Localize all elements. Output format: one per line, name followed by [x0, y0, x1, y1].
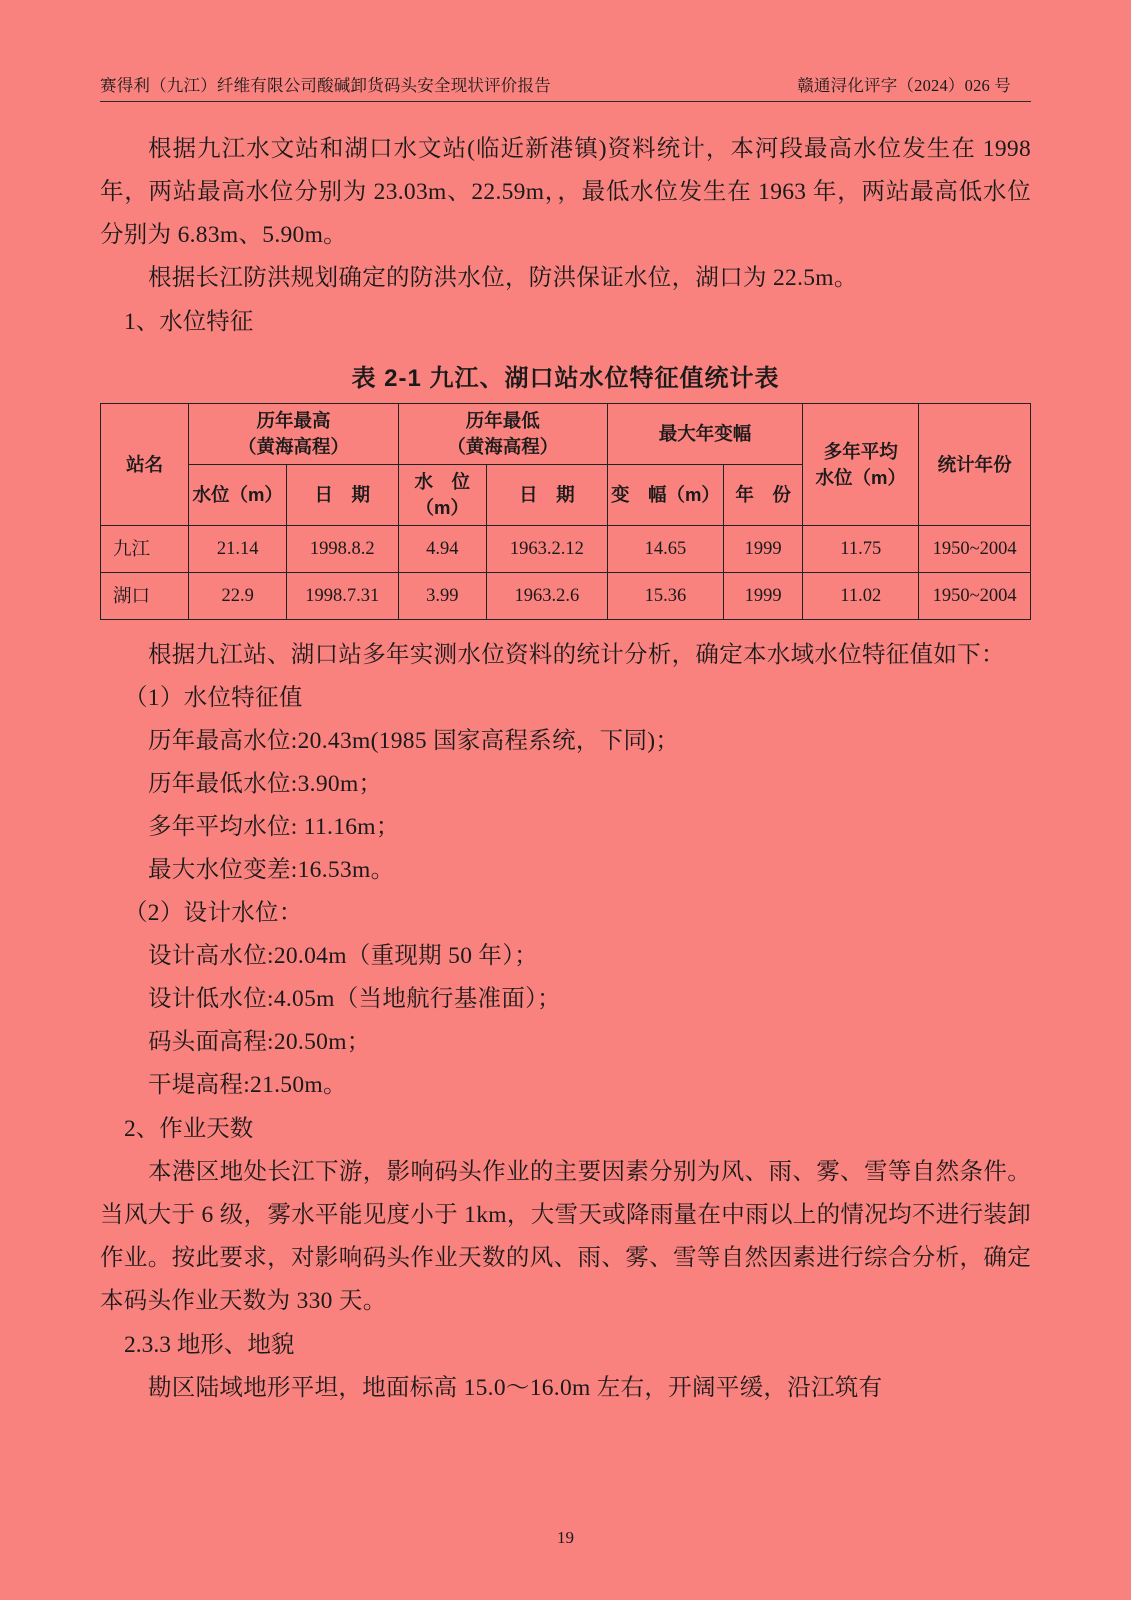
- paragraph-flood-control: 根据长江防洪规划确定的防洪水位，防洪保证水位，湖口为 22.5m。: [148, 265, 858, 291]
- header-avg-line2: 水位（m）: [815, 466, 906, 488]
- header-min-level-line2: （m）: [415, 497, 469, 518]
- paragraph-historic-max-level: 历年最高水位:20.43m(1985 国家高程系统，下同)；: [148, 728, 680, 754]
- header-historic-min-line1: 历年最低: [465, 410, 540, 431]
- header-range-value: 变 幅（m）: [607, 465, 723, 526]
- paragraph-water-level-stats: 根据九江水文站和湖口水文站(临近新港镇)资料统计，本河段最高水位发生在 1998 年，两站最高水位分别为 23.03m、22.59m，，最低水位发生在 1963 年，两站最高低水位分别为 6.83m、5.90m。: [100, 136, 1031, 248]
- header-historic-min: [398, 404, 607, 465]
- paragraph-design-low-level: 设计低水位:4.05m（当地航行基准面）；: [148, 986, 561, 1012]
- page-header: [100, 0, 1031, 96]
- header-station: 站名: [101, 404, 189, 526]
- section-heading-working-days: 2、作业天数: [124, 1116, 254, 1142]
- cell-max-date: 1998.8.2: [286, 526, 398, 573]
- cell-min-level: 3.99: [398, 573, 486, 620]
- paragraph-max-variation: 最大水位变差:16.53m。: [148, 857, 395, 883]
- paragraph-item-2-title: （2）设计水位：: [124, 900, 303, 926]
- paragraph-wharf-elevation: 码头面高程:20.50m；: [148, 1029, 371, 1055]
- header-historic-max-line1: 历年最高: [256, 410, 331, 431]
- cell-avg-level: 11.02: [803, 573, 919, 620]
- header-max-level: 水位（m）: [189, 465, 287, 526]
- cell-range-value: 14.65: [607, 526, 723, 573]
- header-historic-max: [189, 404, 398, 465]
- header-max-date: 日 期: [286, 465, 398, 526]
- header-range-year: 年 份: [724, 465, 803, 526]
- header-historic-min-line2: （黄海高程）: [447, 436, 559, 457]
- cell-min-date: 1963.2.12: [486, 526, 607, 573]
- paragraph-topography: 勘区陆域地形平坦，地面标高 15.0～16.0m 左右，开阔平缓，沿江筑有: [148, 1375, 883, 1401]
- section-heading-topography: 2.3.3 地形、地貌: [124, 1332, 295, 1358]
- header-min-date: 日 期: [486, 465, 607, 526]
- paragraph-statistical-analysis: 根据九江站、湖口站多年实测水位资料的统计分析，确定本水域水位特征值如下：: [148, 642, 1005, 668]
- cell-stat-years: 1950~2004: [919, 526, 1031, 573]
- cell-max-level: 21.14: [189, 526, 287, 573]
- section-heading-water-level-features: 1、水位特征: [124, 309, 254, 335]
- paragraph-item-1-title: （1）水位特征值: [124, 685, 303, 711]
- cell-range-year: 1999: [724, 573, 803, 620]
- header-min-level-line1: 水 位: [414, 471, 470, 492]
- header-divider: [100, 101, 1031, 102]
- paragraph-historic-min-level: 历年最低水位:3.90m；: [148, 771, 383, 797]
- paragraph-design-high-level: 设计高水位:20.04m（重现期 50 年）；: [148, 943, 539, 969]
- cell-station: 九江: [101, 526, 189, 573]
- cell-station: 湖口: [101, 573, 189, 620]
- cell-avg-level: 11.75: [803, 526, 919, 573]
- header-left-text: 赛得利（九江）纤维有限公司酸碱卸货码头安全现状评价报告: [100, 76, 551, 95]
- table-header-row-1: [101, 404, 1031, 465]
- table-row: [101, 526, 1031, 573]
- header-max-annual-range: 最大年变幅: [607, 404, 802, 465]
- table-caption: 表 2-1 九江、湖口站水位特征值统计表: [351, 365, 780, 392]
- header-min-level: [398, 465, 486, 526]
- cell-min-date: 1963.2.6: [486, 573, 607, 620]
- cell-min-level: 4.94: [398, 526, 486, 573]
- paragraph-average-level: 多年平均水位: 11.16m；: [148, 814, 400, 840]
- cell-stat-years: 1950~2004: [919, 573, 1031, 620]
- paragraph-dike-elevation: 干堤高程:21.50m。: [148, 1072, 347, 1098]
- header-right-text: 赣通浔化评字（2024）026 号: [797, 76, 1011, 95]
- header-historic-max-line2: （黄海高程）: [237, 436, 349, 457]
- page-number: 19: [557, 1528, 574, 1547]
- table-row: [101, 573, 1031, 620]
- header-multi-year-average: [803, 404, 919, 526]
- water-level-table: [100, 403, 1031, 620]
- paragraph-working-days-analysis: 本港区地处长江下游，影响码头作业的主要因素分别为风、雨、雾、雪等自然条件。当风大于 6 级，雾水平能见度小于 1km，大雪天或降雨量在中雨以上的情况均不进行装卸作业。按此要求，对影响码头作业天数的风、雨、雾、雪等自然因素进行综合分析，确定本码头作业天数为 330 天。: [100, 1159, 1031, 1314]
- cell-range-year: 1999: [724, 526, 803, 573]
- header-avg-line1: 多年平均: [823, 440, 898, 462]
- header-stat-years: 统计年份: [919, 404, 1031, 526]
- cell-range-value: 15.36: [607, 573, 723, 620]
- cell-max-date: 1998.7.31: [286, 573, 398, 620]
- cell-max-level: 22.9: [189, 573, 287, 620]
